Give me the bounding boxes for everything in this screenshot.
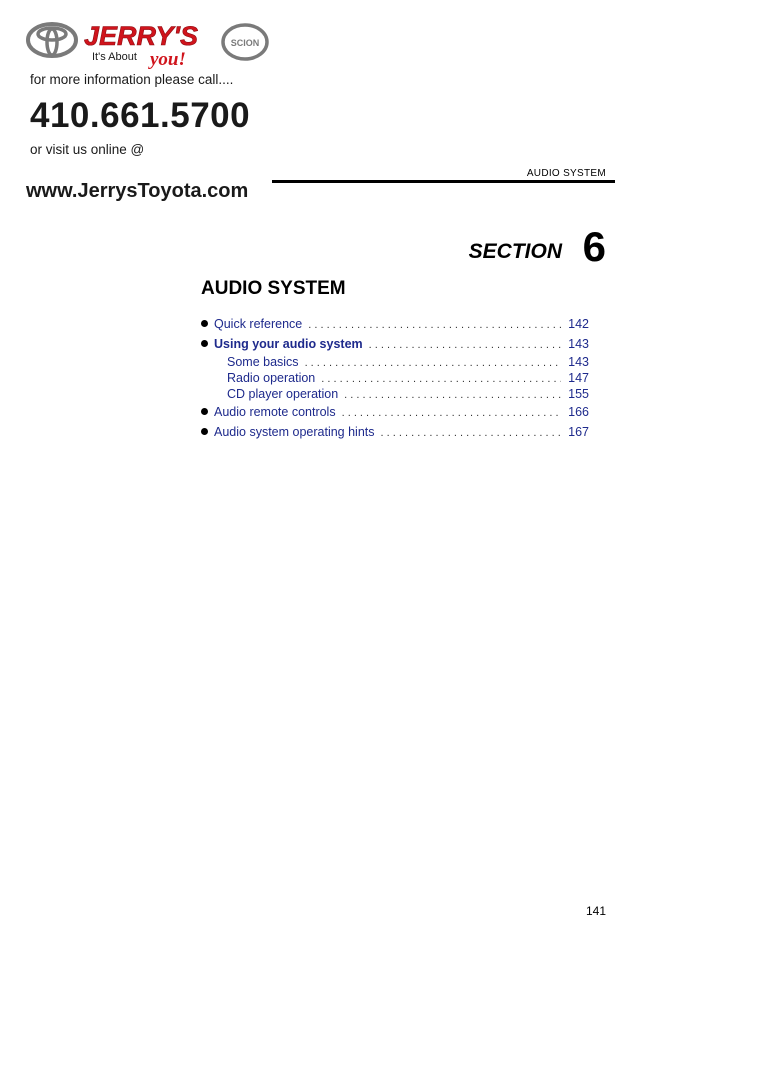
toc-entry[interactable] bbox=[201, 402, 589, 422]
dealer-logos bbox=[26, 18, 270, 70]
toc-leader-dots bbox=[369, 335, 561, 355]
scion-logo-text: SCION bbox=[230, 38, 260, 48]
bullet-icon bbox=[201, 428, 208, 435]
toc-label[interactable]: Using your audio system bbox=[214, 337, 363, 351]
bullet-icon bbox=[201, 340, 208, 347]
toc-leader-dots bbox=[321, 371, 561, 387]
jerrys-wordmark: JERRY'S bbox=[84, 21, 198, 51]
toc-page-number[interactable]: 166 bbox=[568, 405, 589, 419]
section-label: SECTION bbox=[468, 240, 562, 263]
toc-label[interactable]: Audio remote controls bbox=[214, 405, 336, 419]
toc-subentry[interactable] bbox=[201, 386, 589, 402]
ad-website-link[interactable]: www.JerrysToyota.com bbox=[26, 180, 249, 202]
scion-logo-icon bbox=[223, 25, 267, 59]
toc-label[interactable]: CD player operation bbox=[227, 387, 339, 401]
tagline-start: It's About bbox=[92, 51, 137, 63]
toc-label[interactable]: Some basics bbox=[227, 355, 299, 369]
toyota-logo-icon bbox=[28, 24, 76, 56]
section-number: 6 bbox=[582, 223, 606, 270]
toc-label[interactable]: Audio system operating hints bbox=[214, 425, 375, 439]
toc-leader-dots bbox=[305, 355, 561, 371]
ad-visit-text: or visit us online @ bbox=[30, 142, 145, 157]
dealer-advertisement bbox=[22, 10, 270, 210]
toc-leader-dots bbox=[308, 315, 561, 335]
toc-entry[interactable] bbox=[201, 314, 589, 334]
toc-subentry[interactable] bbox=[201, 354, 589, 370]
toc-label[interactable]: Quick reference bbox=[214, 317, 303, 331]
tagline-end: you! bbox=[150, 49, 186, 70]
header-rule bbox=[272, 180, 615, 183]
ad-call-text: for more information please call.... bbox=[30, 72, 234, 87]
toc-entry[interactable] bbox=[201, 422, 589, 442]
running-header: AUDIO SYSTEM bbox=[526, 168, 606, 179]
toc-page-number[interactable]: 142 bbox=[568, 317, 589, 331]
toc-page-number[interactable]: 147 bbox=[568, 371, 589, 385]
bullet-icon bbox=[201, 320, 208, 327]
ad-phone-number[interactable]: 410.661.5700 bbox=[30, 96, 251, 135]
toc-page-number[interactable]: 155 bbox=[568, 387, 589, 401]
toc-page-number[interactable]: 143 bbox=[568, 337, 589, 351]
toc-page-number[interactable]: 167 bbox=[568, 425, 589, 439]
table-of-contents bbox=[201, 314, 589, 442]
page-number: 141 bbox=[585, 904, 606, 918]
toc-leader-dots bbox=[381, 423, 561, 443]
toc-leader-dots bbox=[342, 403, 561, 423]
toc-label[interactable]: Radio operation bbox=[227, 371, 316, 385]
toc-leader-dots bbox=[344, 387, 561, 403]
toc-entry[interactable] bbox=[201, 334, 589, 354]
toc-subentry[interactable] bbox=[201, 370, 589, 386]
bullet-icon bbox=[201, 408, 208, 415]
toc-page-number[interactable]: 143 bbox=[568, 355, 589, 369]
chapter-title: AUDIO SYSTEM bbox=[201, 278, 346, 299]
